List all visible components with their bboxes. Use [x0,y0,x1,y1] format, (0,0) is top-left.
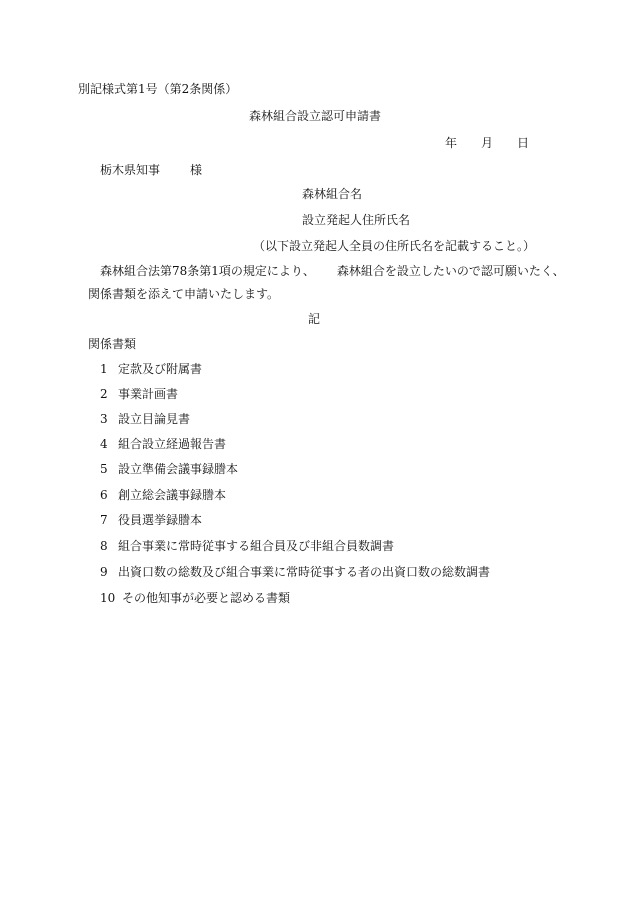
attachment-number: 4 [100,437,108,451]
addressee-honorific: 様 [190,163,203,177]
body-text-line-2: 関係書類を添えて申請いたします。 [88,287,280,301]
attachment-number: 3 [100,412,108,426]
attachment-number: 8 [100,539,108,553]
attachment-item [100,387,178,401]
attachment-label: 組合設立経過報告書 [118,437,227,451]
attachment-label: 組合事業に常時従事する組合員及び非組合員数調書 [118,539,395,553]
attachment-label: 創立総会議事録謄本 [118,488,227,502]
attachment-number: 5 [100,462,108,476]
attachment-label: 設立目論見書 [118,412,191,426]
attachment-item [100,462,238,476]
promoter-label: 設立発起人住所氏名 [302,213,411,227]
attachments-heading: 関係書類 [88,337,137,351]
attachment-item [100,513,202,527]
body-text-1a: 森林組合法第78条第1項の規定により、 [100,264,315,278]
attachment-number: 1 [100,362,108,376]
org-name-label: 森林組合名 [302,187,363,201]
addressee-name: 栃木県知事 [100,163,161,177]
promoter-note: （以下設立発起人全員の住所氏名を記載すること。） [253,239,536,253]
attachment-item [100,565,490,579]
body-text-1b: 森林組合を設立したいので認可願いたく、 [336,264,565,278]
date-month-label: 月 [481,136,494,150]
date-line [445,136,529,150]
form-number: 別記様式第1号（第2条関係） [78,82,238,96]
attachment-number: 2 [100,387,108,401]
attachment-number: 6 [100,488,108,502]
attachment-item [100,437,226,451]
attachment-item [100,488,226,502]
attachment-item [100,591,290,605]
date-day-label: 日 [517,136,530,150]
attachment-label: 定款及び附属書 [118,362,203,376]
ki-heading: 記 [308,312,321,326]
attachment-label: 事業計画書 [118,387,179,401]
attachment-number: 10 [100,591,116,605]
addressee [100,163,202,177]
attachment-label: その他知事が必要と認める書類 [122,591,291,605]
attachment-item [100,539,394,553]
body-text-line-1 [100,264,565,278]
attachment-label: 役員選挙録謄本 [118,513,203,527]
attachment-item [100,412,190,426]
attachment-label: 出資口数の総数及び組合事業に常時従事する者の出資口数の総数調書 [118,565,491,579]
attachment-number: 9 [100,565,108,579]
attachment-item [100,362,202,376]
attachment-label: 設立準備会議事録謄本 [118,462,239,476]
date-year-label: 年 [445,136,458,150]
attachment-number: 7 [100,513,108,527]
document-title: 森林組合設立認可申請書 [249,109,382,123]
